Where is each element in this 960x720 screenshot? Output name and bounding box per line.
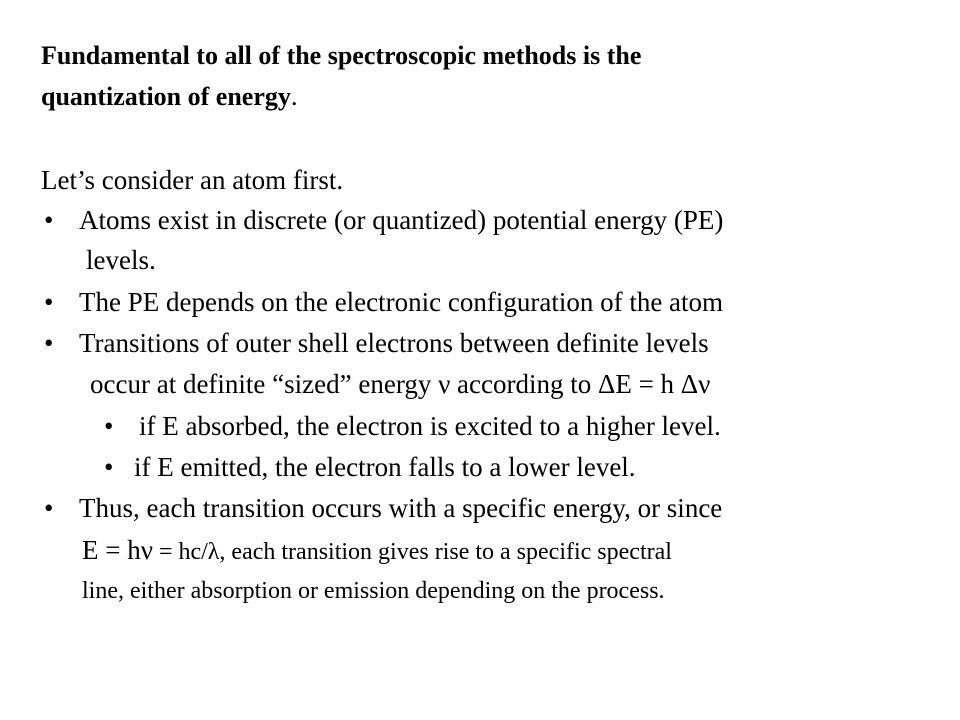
bullet-3-line-2: occur at definite “sized” energy ν according to ΔE = h Δν bbox=[90, 369, 711, 399]
heading-line-2 bbox=[41, 78, 298, 115]
sub-bullet-marker-2: • bbox=[104, 452, 114, 482]
bullet-marker-3: • bbox=[44, 328, 54, 358]
bullet-marker-2: • bbox=[44, 287, 54, 317]
final-bullet-line-2 bbox=[82, 532, 672, 570]
energy-equation-lead: E = hν bbox=[82, 535, 153, 565]
bullet-3-line-1: Transitions of outer shell electrons between definite levels bbox=[79, 328, 709, 358]
final-bullet-line-3: line, either absorption or emission depending on the process. bbox=[82, 578, 665, 604]
energy-equation-rest: = hc/λ, each transition gives rise to a specific spectral bbox=[152, 539, 672, 565]
heading-line-1: Fundamental to all of the spectroscopic methods is the bbox=[41, 41, 642, 70]
bullet-2-line-1: The PE depends on the electronic configuration of the atom bbox=[79, 287, 724, 317]
bullet-1-line-2: levels. bbox=[86, 245, 156, 275]
sub-bullet-marker-1: • bbox=[104, 411, 114, 441]
bullet-1-line-1: Atoms exist in discrete (or quantized) potential energy (PE) bbox=[79, 205, 724, 235]
heading-period: . bbox=[290, 81, 298, 111]
final-bullet-line-1: Thus, each transition occurs with a specific energy, or since bbox=[79, 493, 723, 523]
sub-bullet-2: if E emitted, the electron falls to a lower level. bbox=[134, 452, 636, 482]
intro-text: Let’s consider an atom first. bbox=[41, 165, 344, 195]
heading-line-2-text: quantization of energy bbox=[41, 82, 291, 111]
bullet-marker-4: • bbox=[44, 493, 54, 523]
sub-bullet-1: if E absorbed, the electron is excited to a higher level. bbox=[139, 411, 721, 441]
bullet-marker-1: • bbox=[44, 205, 54, 235]
